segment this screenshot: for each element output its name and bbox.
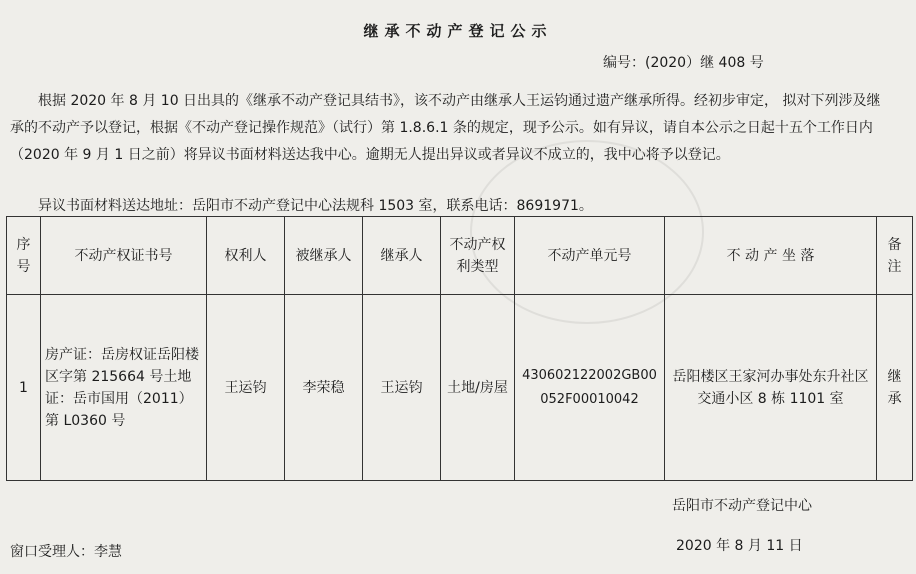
header-remark: 备注	[877, 217, 913, 295]
cell-seq: 1	[7, 295, 41, 481]
header-seq: 序号	[7, 217, 41, 295]
header-location: 不 动 产 坐 落	[665, 217, 877, 295]
header-heir: 继承人	[363, 217, 441, 295]
issue-date: 2020 年 8 月 11 日	[676, 538, 803, 554]
table-header-row	[7, 217, 913, 295]
notice-body	[10, 88, 890, 169]
header-cert: 不动产权证书号	[41, 217, 207, 295]
window-clerk: 窗口受理人：李慧	[10, 544, 122, 560]
header-heir-from: 被继承人	[285, 217, 363, 295]
issuer-name: 岳阳市不动产登记中心	[672, 498, 812, 514]
objection-address: 异议书面材料送达地址：岳阳市不动产登记中心法规科 1503 室，联系电话：8691971。	[38, 198, 593, 214]
document-title: 继承不动产登记公示	[363, 22, 553, 40]
property-table	[6, 216, 913, 481]
cell-heir: 王运钧	[363, 295, 441, 481]
cell-owner: 王运钧	[207, 295, 285, 481]
cell-cert: 房产证：岳房权证岳阳楼区字第 215664 号土地证：岳市国用（2011）第 L0360 号	[41, 295, 207, 481]
document-number: 编号：(2020）继 408 号	[603, 55, 764, 71]
header-unit-no: 不动产单元号	[515, 217, 665, 295]
header-right-type: 不动产权利类型	[441, 217, 515, 295]
cell-remark: 继承	[877, 295, 913, 481]
table-row	[7, 295, 913, 481]
cell-location: 岳阳楼区王家河办事处东升社区交通小区 8 栋 1101 室	[665, 295, 877, 481]
notice-body-text: 根据 2020 年 8 月 10 日出具的《继承不动产登记具结书》，该不动产由继承人王运钧通过遗产继承所得。经初步审定， 拟对下列涉及继承的不动产予以登记，根据《不动产登记操作规范》（试行）第 1.8.6.1 条的规定，现予公示。如有异议，请自本公示之日起十五个工作日内（2020 年 9 月 1 日之前）将异议书面材料送达我中心。逾期无人提出异议或者异议不成立的，我中心将予以登记。	[10, 93, 881, 163]
cell-unit-no: 430602122002GB00052F00010042	[515, 295, 665, 481]
header-owner: 权利人	[207, 217, 285, 295]
cell-right-type: 土地/房屋	[441, 295, 515, 481]
cell-heir-from: 李荣稳	[285, 295, 363, 481]
